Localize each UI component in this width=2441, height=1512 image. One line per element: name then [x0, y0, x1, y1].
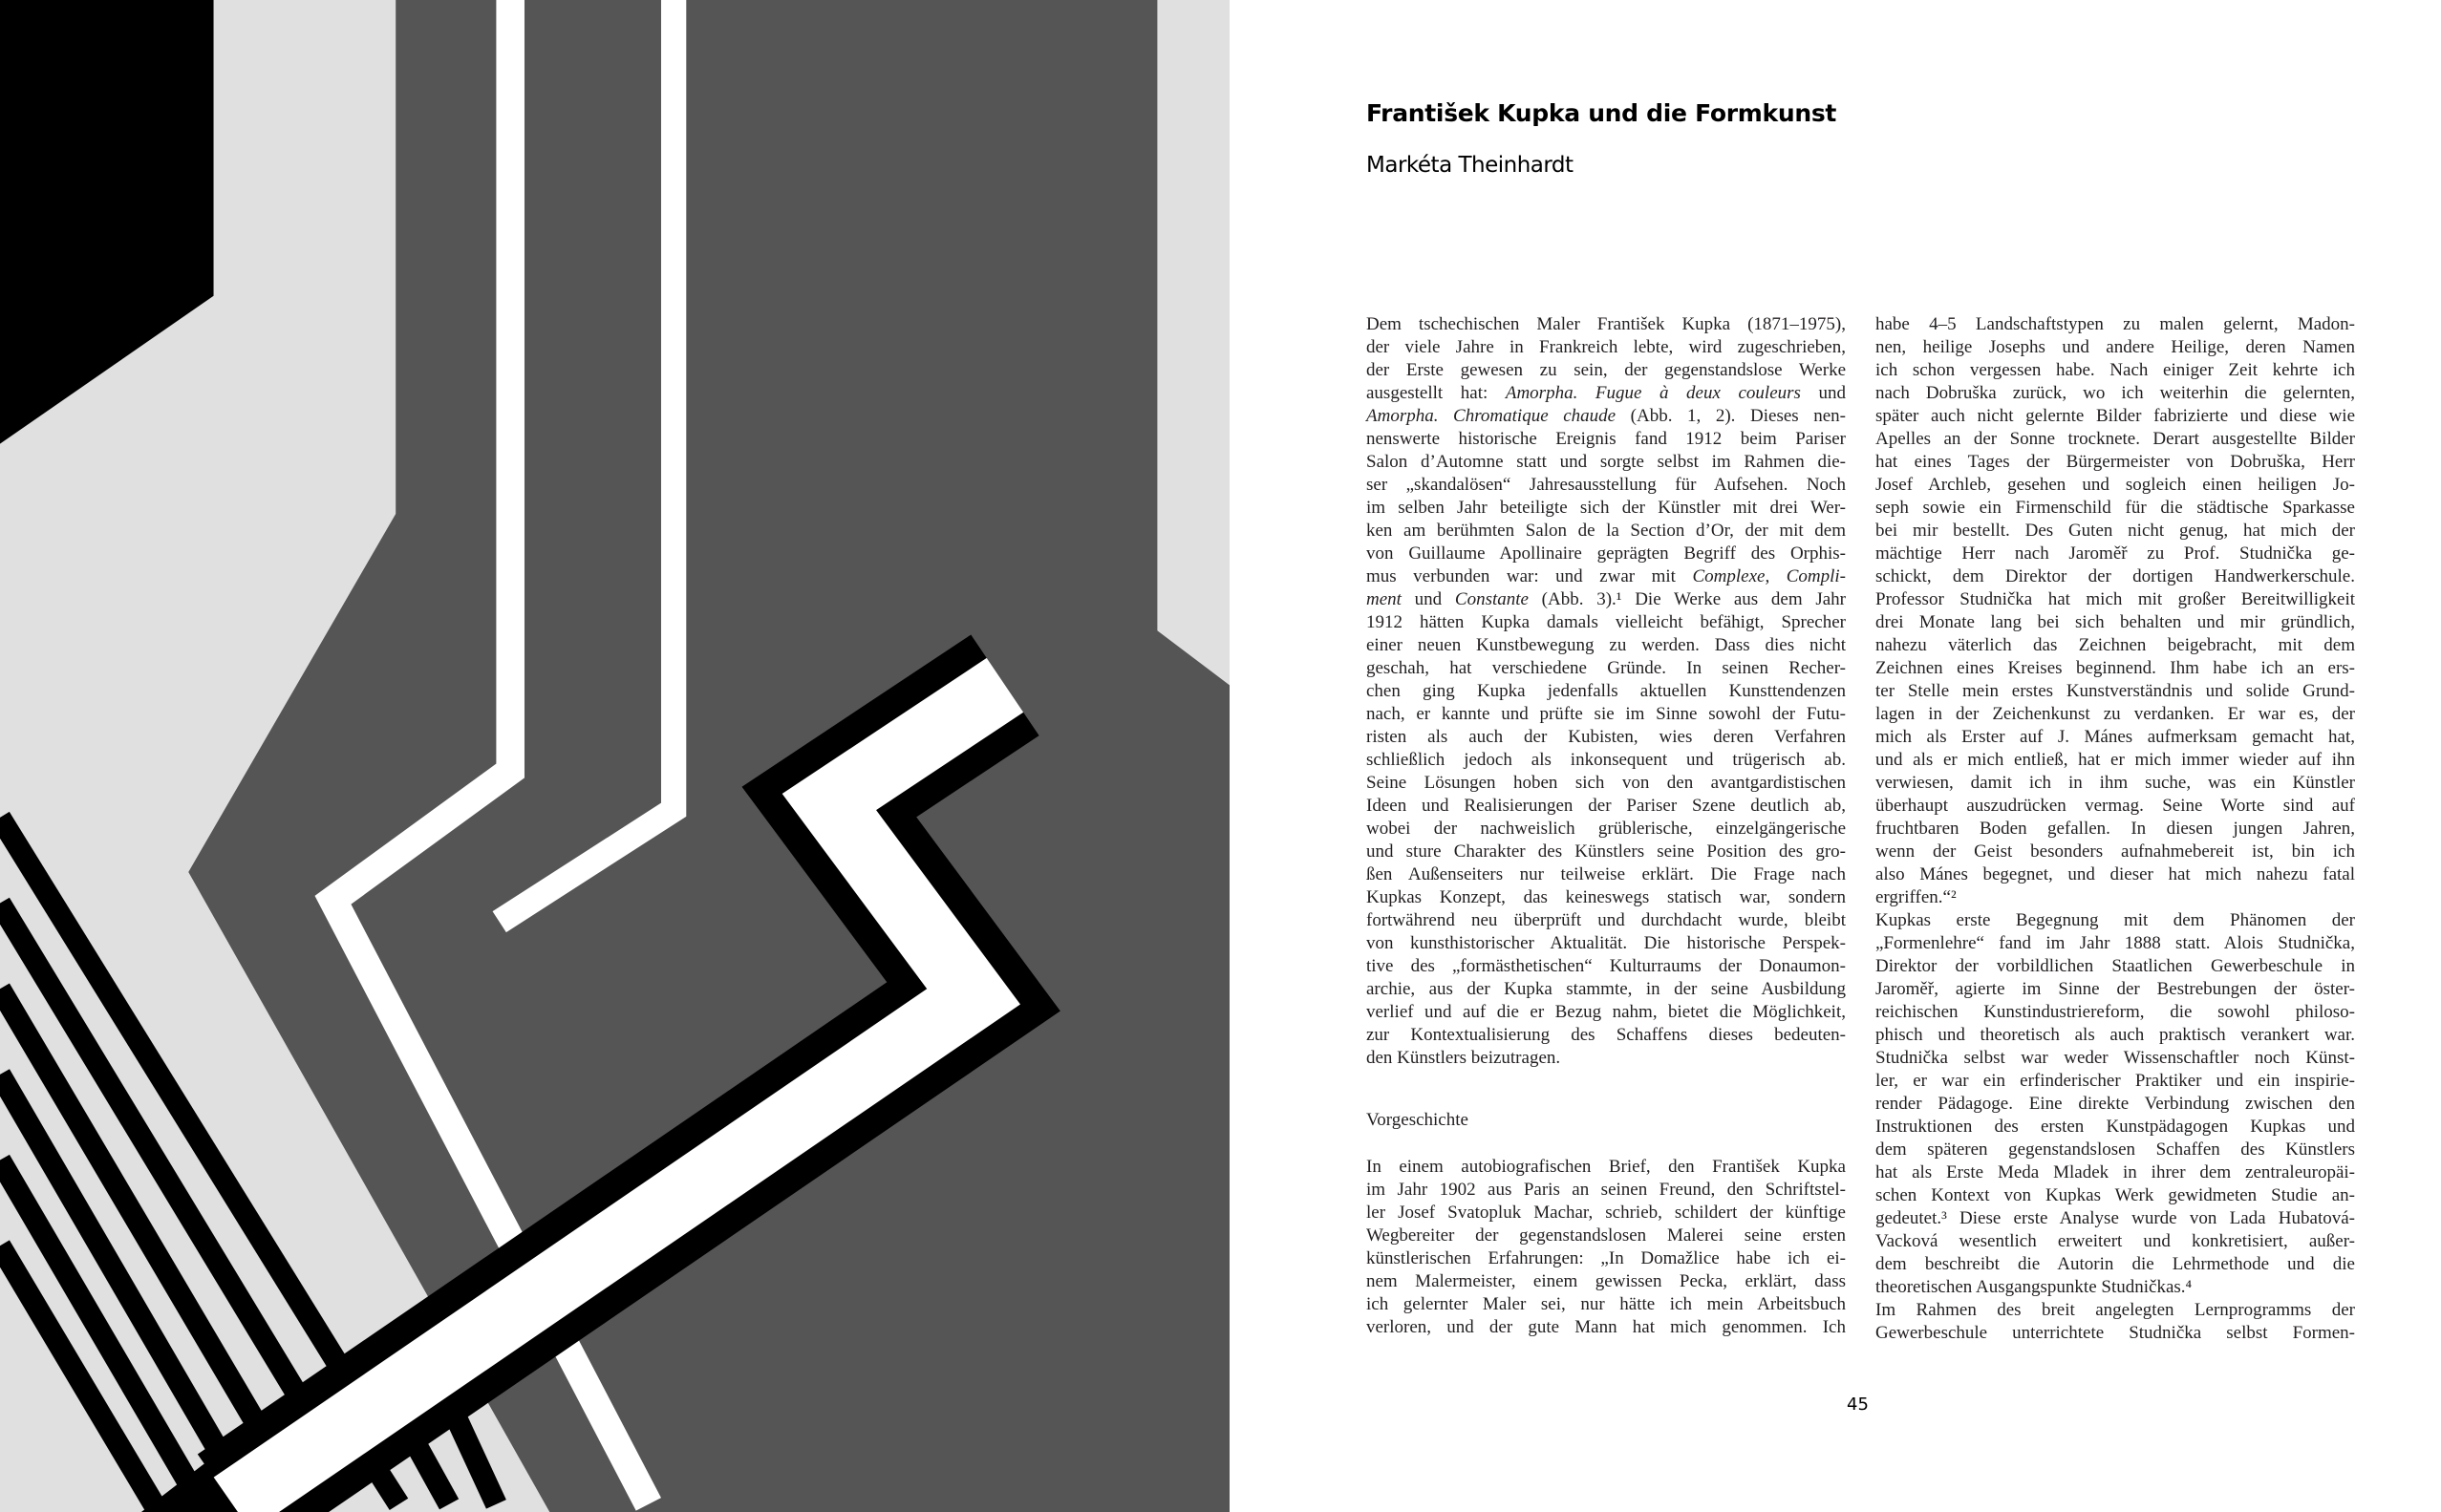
text-line — [1366, 336, 1846, 359]
text-line — [1366, 818, 1846, 841]
text-segment: ler, er war ein erfinderischer Praktiker und ein inspirie- — [1875, 1071, 2355, 1091]
text-segment: hat als Erste Meda Mladek in ihrer dem zentraleuropäi- — [1875, 1162, 2355, 1182]
text-line — [1875, 359, 2355, 382]
text-line — [1366, 841, 1846, 863]
text-segment: verlief und auf die er Bezug nahm, bietet die Möglichkeit, — [1366, 1002, 1846, 1022]
text-line — [1875, 634, 2355, 657]
text-line — [1875, 795, 2355, 818]
text-segment: mich als Erster auf J. Mánes aufmerksam gemacht hat, — [1875, 727, 2355, 747]
italic-title: ment — [1366, 589, 1402, 609]
article-author: Markéta Theinhardt — [1366, 153, 1574, 178]
italic-title: Amorpha. Fugue à deux couleurs — [1505, 383, 1801, 403]
text-line — [1875, 657, 2355, 680]
section-heading: Vorgeschichte — [1366, 1110, 1468, 1130]
text-line — [1875, 1299, 2355, 1322]
text-line — [1366, 451, 1846, 474]
text-line — [1875, 405, 2355, 428]
text-segment: Ideen und Realisierungen der Pariser Szene deutlich ab, — [1366, 796, 1846, 816]
text-segment: ler Josef Svatopluk Machar, schrieb, schildert der künftige — [1366, 1203, 1846, 1223]
text-segment: schließlich jedoch als inkonsequent und trügerisch ab. — [1366, 750, 1846, 770]
text-line — [1366, 680, 1846, 703]
text-segment: habe 4–5 Landschaftstypen zu malen gelernt, Madon- — [1875, 314, 2355, 334]
text-line — [1875, 955, 2355, 978]
text-line — [1366, 1293, 1846, 1316]
text-segment: ßen Außenseiters nur teilweise erklärt. Die Frage nach — [1366, 864, 1846, 884]
text-segment: Salon d’Automne statt und sorgte selbst im Rahmen die- — [1366, 452, 1846, 472]
text-line — [1366, 1270, 1846, 1293]
text-segment: also Mánes begegnet, und dieser hat mich nahezu fatal — [1875, 864, 2355, 884]
text-segment: und — [1401, 589, 1455, 609]
text-line — [1875, 611, 2355, 634]
text-line — [1366, 932, 1846, 955]
text-line — [1366, 588, 1846, 611]
text-line — [1875, 909, 2355, 932]
text-segment: wenn der Geist besonders aufnahmebereit ist, bin ich — [1875, 841, 2355, 862]
text-segment: wobei der nachweislich grüblerische, einzelgängerische — [1366, 819, 1846, 839]
text-line — [1875, 474, 2355, 497]
text-segment: Seine Lösungen hoben sich von den avantgardistischen — [1366, 773, 1846, 793]
text-line — [1366, 543, 1846, 565]
text-line — [1366, 474, 1846, 497]
text-line — [1366, 726, 1846, 749]
text-segment: und sture Charakter des Künstlers seine Position des gro- — [1366, 841, 1846, 862]
text-segment: später auch nicht gelernte Bilder fabrizierte und diese wie — [1875, 406, 2355, 426]
text-segment: nahezu väterlich das Zeichnen beigebracht, mit dem — [1875, 635, 2355, 655]
text-segment: (Abb. 1, 2). Dieses nen- — [1616, 406, 1846, 426]
text-segment: geschah, hat verschiedene Gründe. In seinen Recher- — [1366, 658, 1846, 678]
text-segment: verloren, und der gute Mann hat mich genommen. Ich — [1366, 1317, 1846, 1337]
text-line — [1366, 611, 1846, 634]
text-segment: der Erste gewesen zu sein, der gegenstandslose Werke — [1366, 360, 1846, 380]
text-segment: seph sowie ein Firmenschild für die städtische Sparkasse — [1875, 498, 2355, 518]
text-line — [1875, 703, 2355, 726]
text-segment: Apelles an der Sonne trocknete. Derart ausgestellte Bilder — [1875, 429, 2355, 449]
text-line — [1875, 886, 2355, 909]
text-line — [1875, 497, 2355, 520]
text-segment: gedeutet.³ Diese erste Analyse wurde von Lada Hubatová- — [1875, 1208, 2355, 1228]
text-line — [1875, 313, 2355, 336]
text-segment: Wegbereiter der gegenstandslosen Malerei seine ersten — [1366, 1225, 1846, 1246]
text-line — [1875, 565, 2355, 588]
text-line — [1875, 543, 2355, 565]
text-line — [1875, 1253, 2355, 1276]
text-segment: im selben Jahr beteiligte sich der Künstler mit drei Wer- — [1366, 498, 1846, 518]
text-segment: ser „skandalösen“ Jahresausstellung für Aufsehen. Noch — [1366, 475, 1846, 495]
text-segment: im Jahr 1902 aus Paris an seinen Freund, den Schriftstel- — [1366, 1180, 1846, 1200]
text-line — [1366, 772, 1846, 795]
text-line — [1875, 382, 2355, 405]
text-segment: nach Dobruška zurück, wo ich weiterhin die gelernten, — [1875, 383, 2355, 403]
text-line — [1875, 680, 2355, 703]
text-line — [1366, 703, 1846, 726]
text-segment: den Künstlers beizutragen. — [1366, 1048, 1561, 1068]
text-segment: hat eines Tages der Bürgermeister von Dobruška, Herr — [1875, 452, 2355, 472]
text-line — [1366, 634, 1846, 657]
text-line — [1366, 359, 1846, 382]
text-line — [1366, 405, 1846, 428]
text-segment: Instruktionen des ersten Kunstpädagogen Kupkas und — [1875, 1117, 2355, 1137]
text-line — [1366, 565, 1846, 588]
text-line — [1875, 863, 2355, 886]
text-segment: nach, er kannte und prüfte sie im Sinne sowohl der Futu- — [1366, 704, 1846, 724]
text-line — [1875, 726, 2355, 749]
text-segment: render Pädagoge. Eine direkte Verbindung zwischen den — [1875, 1094, 2355, 1114]
text-segment: künstlerischen Erfahrungen: „In Domažlice habe ich ei- — [1366, 1248, 1846, 1268]
text-line — [1875, 336, 2355, 359]
text-line — [1366, 886, 1846, 909]
text-segment: fruchtbaren Boden gefallen. In diesen jungen Jahren, — [1875, 819, 2355, 839]
text-line — [1366, 1202, 1846, 1225]
text-segment: bei mir bestellt. Des Guten nicht genug, hat mich der — [1875, 521, 2355, 541]
text-line — [1366, 1179, 1846, 1202]
text-segment: ergriffen.“² — [1875, 887, 1957, 907]
text-segment: ter Stelle mein erstes Kunstverständnis und solide Grund- — [1875, 681, 2355, 701]
text-line — [1366, 1316, 1846, 1339]
text-line — [1875, 749, 2355, 772]
text-line — [1875, 1116, 2355, 1139]
text-segment: Studnička selbst war weder Wissenschaftler noch Künst- — [1875, 1048, 2355, 1068]
text-segment: dem späteren gegenstandslosen Schaffen des Künstlers — [1875, 1139, 2355, 1160]
text-segment: von kunsthistorischer Aktualität. Die historische Perspek- — [1366, 933, 1846, 953]
text-line — [1366, 863, 1846, 886]
text-line — [1875, 1207, 2355, 1230]
text-segment: ausgestellt hat: — [1366, 383, 1506, 403]
text-line — [1875, 1001, 2355, 1024]
text-line — [1875, 1322, 2355, 1345]
text-line — [1366, 520, 1846, 543]
text-line — [1366, 1047, 1846, 1070]
text-segment: Im Rahmen des breit angelegten Lernprogramms der — [1875, 1300, 2355, 1320]
right-column — [1875, 313, 2355, 1345]
text-line — [1875, 1184, 2355, 1207]
text-segment: Gewerbeschule unterrichtete Studnička selbst Formen- — [1875, 1323, 2355, 1343]
text-line — [1366, 313, 1846, 336]
text-segment: 1912 hätten Kupka damals vielleicht befähigt, Sprecher — [1366, 612, 1846, 632]
text-segment: In einem autobiografischen Brief, den František Kupka — [1366, 1157, 1846, 1177]
text-line — [1875, 451, 2355, 474]
text-line — [1875, 428, 2355, 451]
text-segment: archie, aus der Kupka stammte, in der seine Ausbildung — [1366, 979, 1846, 999]
text-segment: Kupkas erste Begegnung mit dem Phänomen der — [1875, 910, 2355, 930]
text-line — [1366, 1024, 1846, 1047]
text-segment: zur Kontextualisierung des Schaffens dieses bedeuten- — [1366, 1025, 1846, 1045]
text-segment: und als er mich entließ, hat er mich immer wieder auf ihn — [1875, 750, 2355, 770]
text-segment: ich schon vergessen habe. Nach einiger Zeit kehrte ich — [1875, 360, 2355, 380]
text-line — [1875, 1047, 2355, 1070]
text-segment: nen, heilige Josephs und andere Heilige, deren Namen — [1875, 337, 2355, 357]
text-segment: (Abb. 3).¹ Die Werke aus dem Jahr — [1528, 589, 1846, 609]
text-segment: risten als auch der Kubisten, wies deren Verfahren — [1366, 727, 1846, 747]
text-segment: phisch und theoretisch als auch praktisch verankert war. — [1875, 1025, 2355, 1045]
text-line — [1875, 1093, 2355, 1116]
italic-title: Amorpha. Chromatique chaude — [1366, 406, 1617, 426]
text-line — [1875, 932, 2355, 955]
text-segment: der viele Jahre in Frankreich lebte, wird zugeschrieben, — [1366, 337, 1846, 357]
text-segment: mus verbunden war: und zwar mit — [1366, 566, 1693, 586]
text-line — [1366, 428, 1846, 451]
text-segment: Kupkas Konzept, das keineswegs statisch war, sondern — [1366, 887, 1846, 907]
text-segment: schickt, dem Direktor der dortigen Handwerkerschule. — [1875, 566, 2355, 586]
text-segment: Vacková wesentlich erweitert und konkretisiert, außer- — [1875, 1231, 2355, 1251]
text-segment: reichischen Kunstindustriereform, die sowohl philoso- — [1875, 1002, 2355, 1022]
text-segment: dem beschreibt die Autorin die Lehrmethode und die — [1875, 1254, 2355, 1274]
left-column-intro — [1366, 313, 1846, 1070]
text-line — [1366, 749, 1846, 772]
text-segment: und — [1800, 383, 1847, 403]
text-line — [1875, 1139, 2355, 1161]
text-segment: von Guillaume Apollinaire geprägten Begriff des Orphis- — [1366, 543, 1846, 564]
text-line — [1875, 1070, 2355, 1093]
text-segment: lagen in der Zeichenkunst zu verdanken. Er war es, der — [1875, 704, 2355, 724]
text-segment: nem Malermeister, einem gewissen Pecka, erklärt, dass — [1366, 1271, 1846, 1291]
text-line — [1875, 818, 2355, 841]
text-segment: einer neuen Kunstbewegung zu werden. Dass dies nicht — [1366, 635, 1846, 655]
text-line — [1875, 588, 2355, 611]
text-line — [1875, 1024, 2355, 1047]
text-segment: schen Kontext von Kupkas Werk gewidmeten Studie an- — [1875, 1185, 2355, 1205]
page-number: 45 — [1847, 1395, 1869, 1415]
text-segment: theoretischen Ausgangspunkte Studničkas.⁴ — [1875, 1277, 2193, 1297]
text-line — [1366, 382, 1846, 405]
text-segment: Zeichnen eines Kreises beginnend. Ihm habe ich an ers- — [1875, 658, 2355, 678]
italic-title: Complexe, Compli- — [1692, 566, 1846, 586]
text-segment: fortwährend neu überprüft und durchdacht wurde, bleibt — [1366, 910, 1846, 930]
text-segment: Direktor der vorbildlichen Staatlichen Gewerbeschule in — [1875, 956, 2355, 976]
text-segment: ken am berühmten Salon de la Section d’Or, der mit dem — [1366, 521, 1846, 541]
text-line — [1875, 1276, 2355, 1299]
text-segment: Jaroměř, agierte im Sinne der Bestrebungen der öster- — [1875, 979, 2355, 999]
text-line — [1366, 497, 1846, 520]
text-segment: Professor Studnička hat mich mit großer Bereitwilligkeit — [1875, 589, 2355, 609]
text-line — [1366, 1001, 1846, 1024]
text-line — [1875, 520, 2355, 543]
left-column-vorgeschichte — [1366, 1156, 1846, 1339]
text-segment: ich gelernter Maler sei, nur hätte ich mein Arbeitsbuch — [1366, 1294, 1846, 1314]
text-line — [1875, 841, 2355, 863]
text-line — [1366, 1247, 1846, 1270]
text-segment: Dem tschechischen Maler František Kupka (1871–1975), — [1366, 314, 1846, 334]
text-segment: mächtige Herr nach Jaroměř zu Prof. Studnička ge- — [1875, 543, 2355, 564]
text-segment: nenswerte historische Ereignis fand 1912 beim Pariser — [1366, 429, 1846, 449]
text-line — [1875, 1161, 2355, 1184]
text-segment: tive des „formästhetischen“ Kulturraums der Donaumon- — [1366, 956, 1846, 976]
text-line — [1366, 657, 1846, 680]
text-line — [1366, 955, 1846, 978]
text-segment: drei Monate lang bei sich behalten und mir gründlich, — [1875, 612, 2355, 632]
text-segment: Josef Archleb, gesehen und sogleich einen heiligen Jo- — [1875, 475, 2355, 495]
text-segment: verwiesen, damit ich in ihm suche, was ein Künstler — [1875, 773, 2355, 793]
text-line — [1366, 978, 1846, 1001]
text-segment: „Formenlehre“ fand im Jahr 1888 statt. Alois Studnička, — [1875, 933, 2355, 953]
text-line — [1366, 1225, 1846, 1247]
text-segment: überhaupt auszudrücken vermag. Seine Worte sind auf — [1875, 796, 2355, 816]
text-line — [1875, 978, 2355, 1001]
article-title: František Kupka und die Formkunst — [1366, 99, 1837, 127]
text-line — [1875, 772, 2355, 795]
text-line — [1366, 795, 1846, 818]
text-segment: chen ging Kupka jedenfalls aktuellen Kunsttendenzen — [1366, 681, 1846, 701]
italic-title: Constante — [1454, 589, 1529, 609]
text-line — [1366, 1156, 1846, 1179]
text-line — [1366, 909, 1846, 932]
text-line — [1875, 1230, 2355, 1253]
